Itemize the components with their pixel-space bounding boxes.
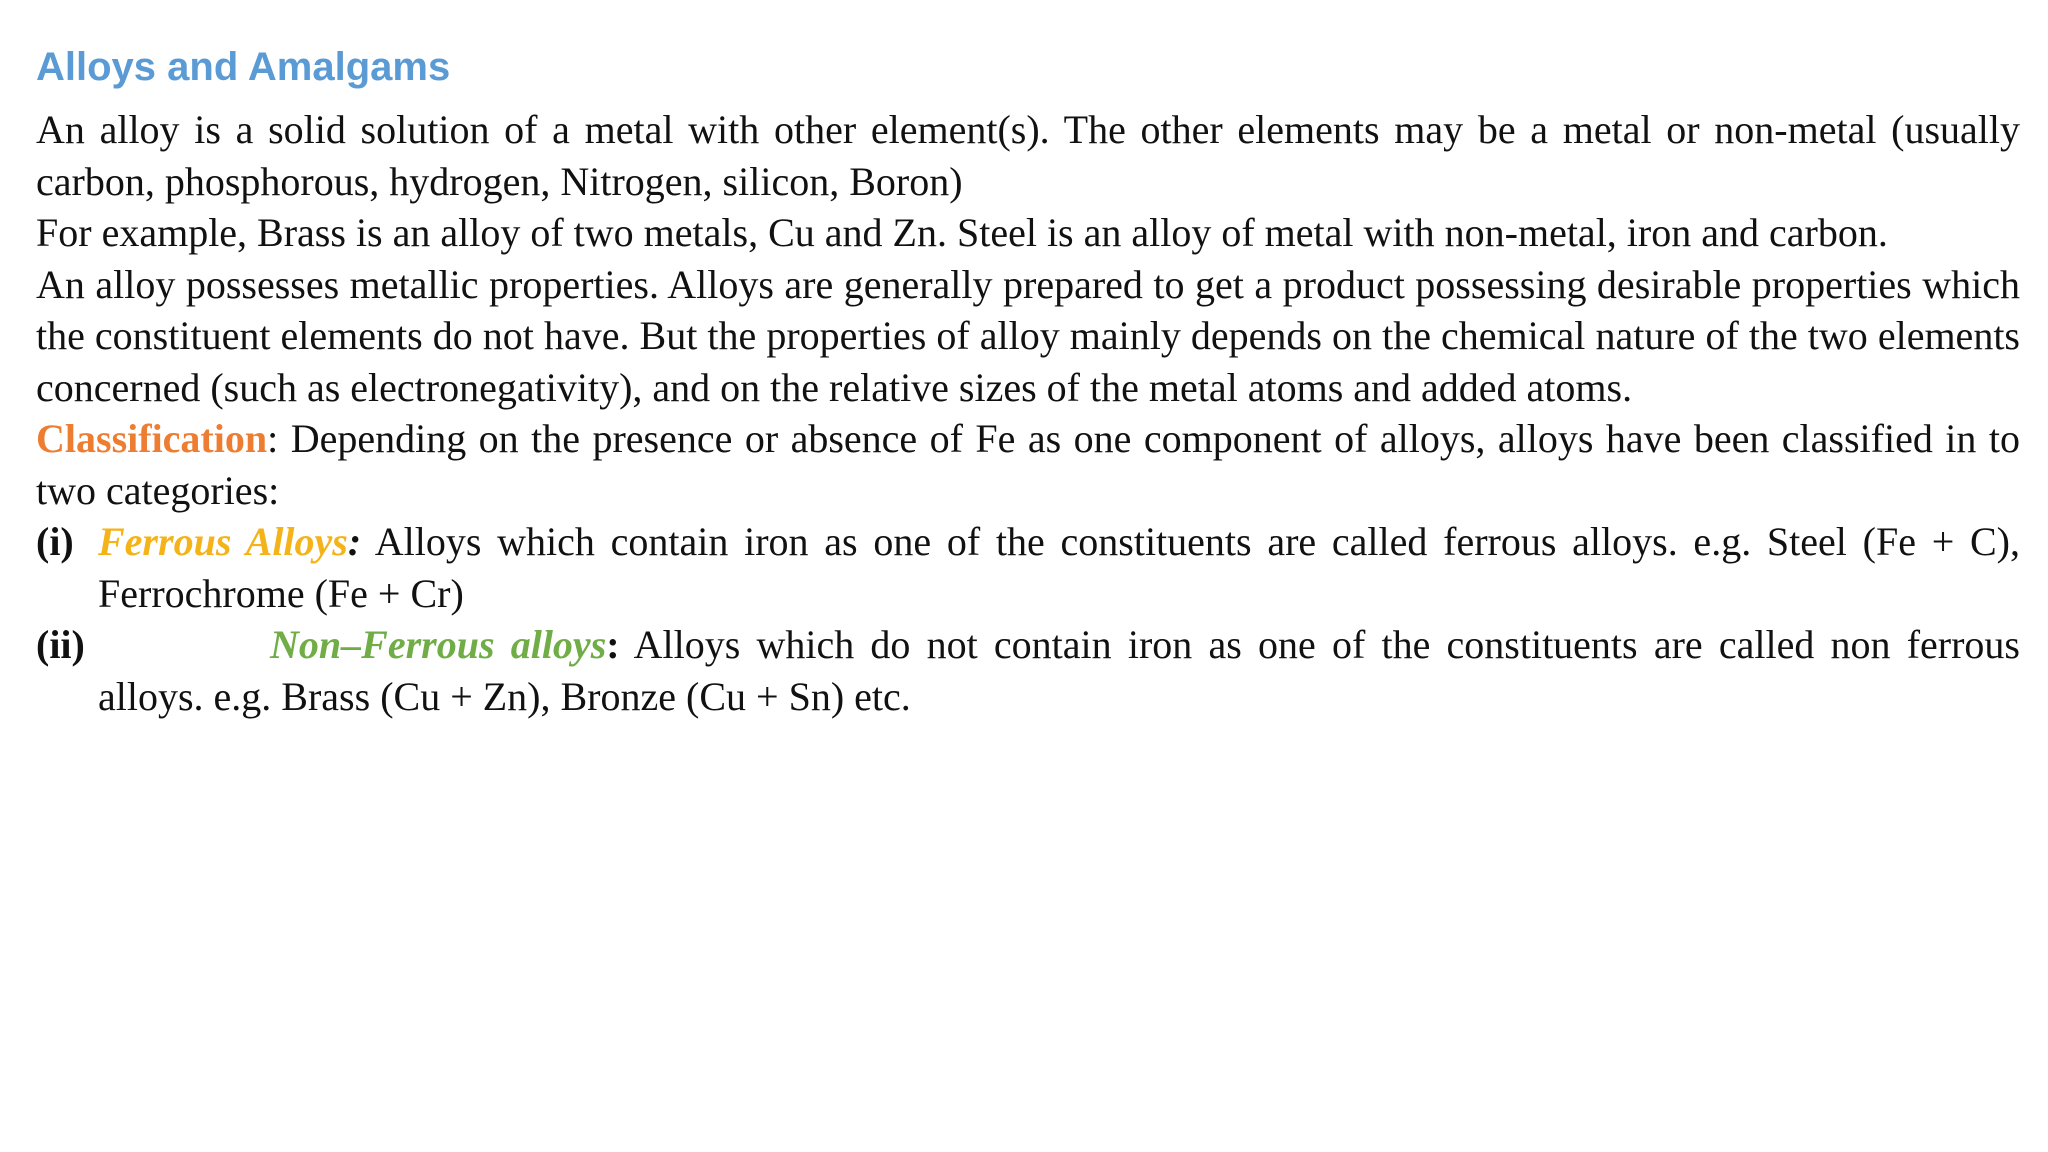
non-ferrous-alloys-label: Non–Ferrous alloys bbox=[270, 622, 607, 667]
paragraph-alloy-definition: An alloy is a solid solution of a metal with other element(s). The other elements may be a metal or non-metal (usually carbon, phosphorous, hydrogen, Nitrogen, silicon, Boron) bbox=[36, 107, 2020, 204]
classification-text: : Depending on the presence or absence of Fe as one component of alloys, alloys have been classified in to two categories: bbox=[36, 416, 2020, 513]
ferrous-alloys-label: Ferrous Alloys bbox=[98, 519, 348, 564]
list-item-body bbox=[98, 619, 2020, 722]
list-item-non-ferrous bbox=[36, 619, 2020, 722]
ferrous-colon: : bbox=[347, 519, 362, 564]
non-ferrous-alloys-text: Alloys which do not contain iron as one of the constituents are called non ferrous alloys. e.g. Brass (Cu + Zn), Bronze (Cu + Sn) etc. bbox=[98, 622, 2020, 719]
document-page bbox=[36, 40, 2020, 722]
list-item-number: (ii) bbox=[36, 622, 85, 667]
classification-label: Classification bbox=[36, 416, 268, 461]
list-item-number: (i) bbox=[36, 519, 74, 564]
list-item-body bbox=[98, 516, 2020, 619]
paragraph-alloy-examples: For example, Brass is an alloy of two metals, Cu and Zn. Steel is an alloy of metal with non-metal, iron and carbon. bbox=[36, 210, 1888, 255]
paragraph-alloy-properties: An alloy possesses metallic properties. Alloys are generally prepared to get a product possessing desirable properties which the constituent elements do not have. But the properties of alloy mainly depends on the chemical nature of the two elements concerned (such as electronegativity), and on the relative sizes of the metal atoms and added atoms. bbox=[36, 261, 2020, 410]
paragraph-classification bbox=[36, 413, 2020, 516]
page-title: Alloys and Amalgams bbox=[36, 45, 451, 89]
ferrous-alloys-text: Alloys which contain iron as one of the constituents are called ferrous alloys. e.g. Steel (Fe + C), Ferrochrome (Fe + Cr) bbox=[98, 519, 2021, 616]
list-item-ferrous bbox=[36, 516, 2020, 619]
non-ferrous-colon: : bbox=[606, 622, 620, 667]
